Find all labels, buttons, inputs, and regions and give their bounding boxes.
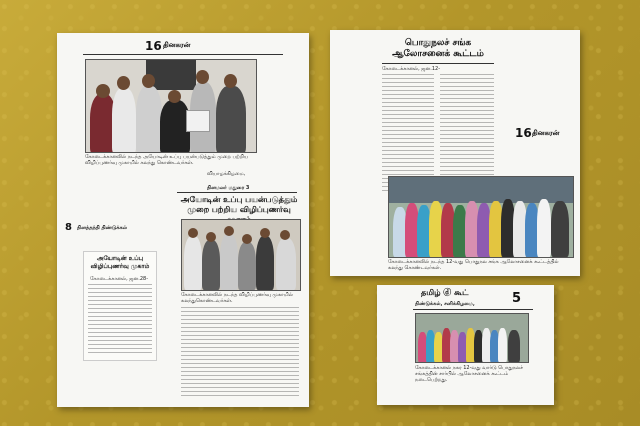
small-brand: தமிழ் ⓓ கூட்: [421, 288, 469, 297]
mid-photo-caption: கோடைக்கானலில் நடந்த விழிப்புணர்வு முகாமில் கலந்துகொண்டவர்கள்.: [181, 292, 293, 304]
top-rule: [83, 54, 283, 55]
top-group-photo: [85, 59, 257, 153]
right-masthead-number: 16: [515, 126, 532, 140]
mid-article-text: [181, 307, 299, 399]
left-headline: அயோடின் உப்பு விழிப்புணர்வு முகாம்: [90, 255, 150, 270]
small-photo-caption: கோடைக்கானல் நகர 12-வது வார்டு பொதுநலச் சங்கத்தின் சார்பில் ஆலோசனைக் கூட்டம் நடைபெற்றது.: [415, 365, 523, 383]
right-photo-caption: கோடைக்கானலில் நடந்த 12-வது பொதுநல சங்க ஆலோசனைக் கூட்டத்தில் கலந்து கொண்டவர்கள்.: [388, 259, 559, 271]
right-headline: பொதுநலச் சங்க ஆலோசனைக் கூட்டம்: [392, 38, 484, 59]
top-masthead-name: தினகரன்: [163, 41, 191, 49]
small-dateline: திண்டுக்கல், சனிக்கிழமை,: [415, 301, 475, 307]
right-dateline: கோடைக்கானல், ஜன.12-: [382, 66, 441, 72]
right-group-photo: [388, 176, 574, 258]
top-photo-caption: கோடைக்கானலில் நடந்த அயோடின் உப்பு பயன்படுத்தும் முறை பற்றிய விழிப்புணர்வு முகாமில் கலந்து கொண்டவர்கள்.: [85, 154, 249, 166]
left-masthead-name: தினத்தந்தி திண்டுக்கல்: [77, 225, 127, 231]
left-masthead-number: 8: [65, 222, 72, 233]
left-newspaper-sheet: [57, 33, 309, 407]
left-article-clipping: [83, 251, 157, 361]
mid-rule: [177, 192, 297, 193]
small-group-photo: [415, 313, 529, 363]
small-page-number: 5: [512, 291, 522, 306]
top-masthead-number: 16: [145, 39, 162, 53]
right-masthead-name: தினகரன்: [532, 129, 560, 137]
small-clipping-sheet: [377, 285, 554, 405]
top-dateline: வியாழக்கிழமை,: [207, 171, 246, 177]
mid-group-photo: [181, 219, 301, 291]
right-head-rule: [382, 63, 494, 64]
small-rule: [413, 309, 533, 310]
right-newspaper-sheet: [330, 30, 580, 276]
mid-masthead: தினமலர் மதுரை 3: [207, 185, 250, 191]
left-dateline: கோடைக்கானல், ஜன.28-: [90, 276, 149, 282]
mid-headline: அயோடின் உப்பு பயன்படுத்தும் முறை பற்றிய விழிப்புணர்வு: [180, 195, 298, 214]
left-article-text: [88, 284, 152, 354]
